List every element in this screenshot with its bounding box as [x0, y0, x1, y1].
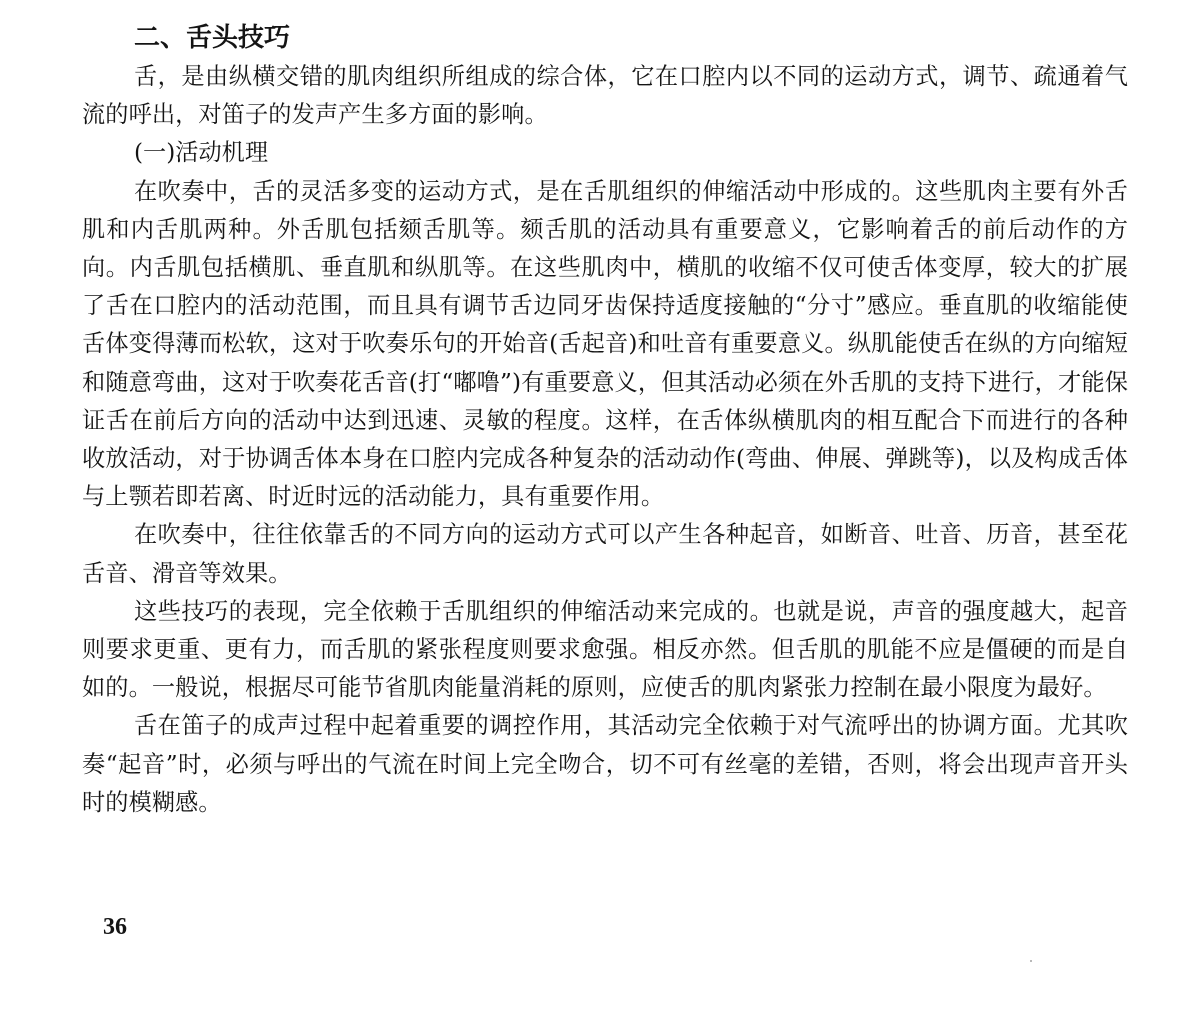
paragraph-mechanism: 在吹奏中，舌的灵活多变的运动方式，是在舌肌组织的伸缩活动中形成的。这些肌肉主要有外舌肌和内舌肌两种。外舌肌包括颏舌肌等。颏舌肌的活动具有重要意义，它影响着舌的前后动作的方向。内舌肌包括横肌、垂直肌和纵肌等。在这些肌肉中，横肌的收缩不仅可使舌体变厚，较大的扩展了舌在口腔内的活动范围，而且具有调节舌边同牙齿保持适度接触的“分寸”感应。垂直肌的收缩能使舌体变得薄而松软，这对于吹奏乐句的开始音(舌起音)和吐音有重要意义。纵肌能使舌在纵的方向缩短和随意弯曲，这对于吹奏花舌音(打“嘟噜”)有重要意义，但其活动必须在外舌肌的支持下进行，才能保证舌在前后方向的活动中达到迅速、灵敏的程度。这样，在舌体纵横肌肉的相互配合下而进行的各种收放活动，对于协调舌体本身在口腔内完成各种复杂的活动动作(弯曲、伸展、弹跳等)，以及构成舌体与上颚若即若离、时近时远的活动能力，具有重要作用。 [82, 177, 1128, 511]
page-body [82, 18, 1128, 822]
paragraph-techniques: 这些技巧的表现，完全依赖于舌肌组织的伸缩活动来完成的。也就是说，声音的强度越大，起音则要求更重、更有力，而舌肌的紧张程度则要求愈强。相反亦然。但舌肌的肌能不应是僵硬的而是自如的。一般说，根据尽可能节省肌肉能量消耗的原则，应使舌的肌肉紧张力控制在最小限度为最好。 [82, 597, 1128, 702]
scan-speck [1030, 960, 1032, 962]
paragraph-intro: 舌，是由纵横交错的肌肉组织所组成的综合体，它在口腔内以不同的运动方式，调节、疏通着气流的呼出，对笛子的发声产生多方面的影响。 [82, 63, 1128, 129]
section-title: 二、舌头技巧 [134, 23, 291, 53]
paragraph-articulations: 在吹奏中，往往依靠舌的不同方向的运动方式可以产生各种起音，如断音、吐音、历音，甚至花舌音、滑音等效果。 [82, 521, 1128, 587]
paragraph-control: 舌在笛子的成声过程中起着重要的调控作用，其活动完全依赖于对气流呼出的协调方面。尤其吹奏“起音”时，必须与呼出的气流在时间上完全吻合，切不可有丝毫的差错，否则，将会出现声音开头时的模糊感。 [82, 712, 1128, 816]
subsection-heading: (一)活动机理 [134, 139, 269, 167]
page-number: 36 [103, 914, 127, 940]
